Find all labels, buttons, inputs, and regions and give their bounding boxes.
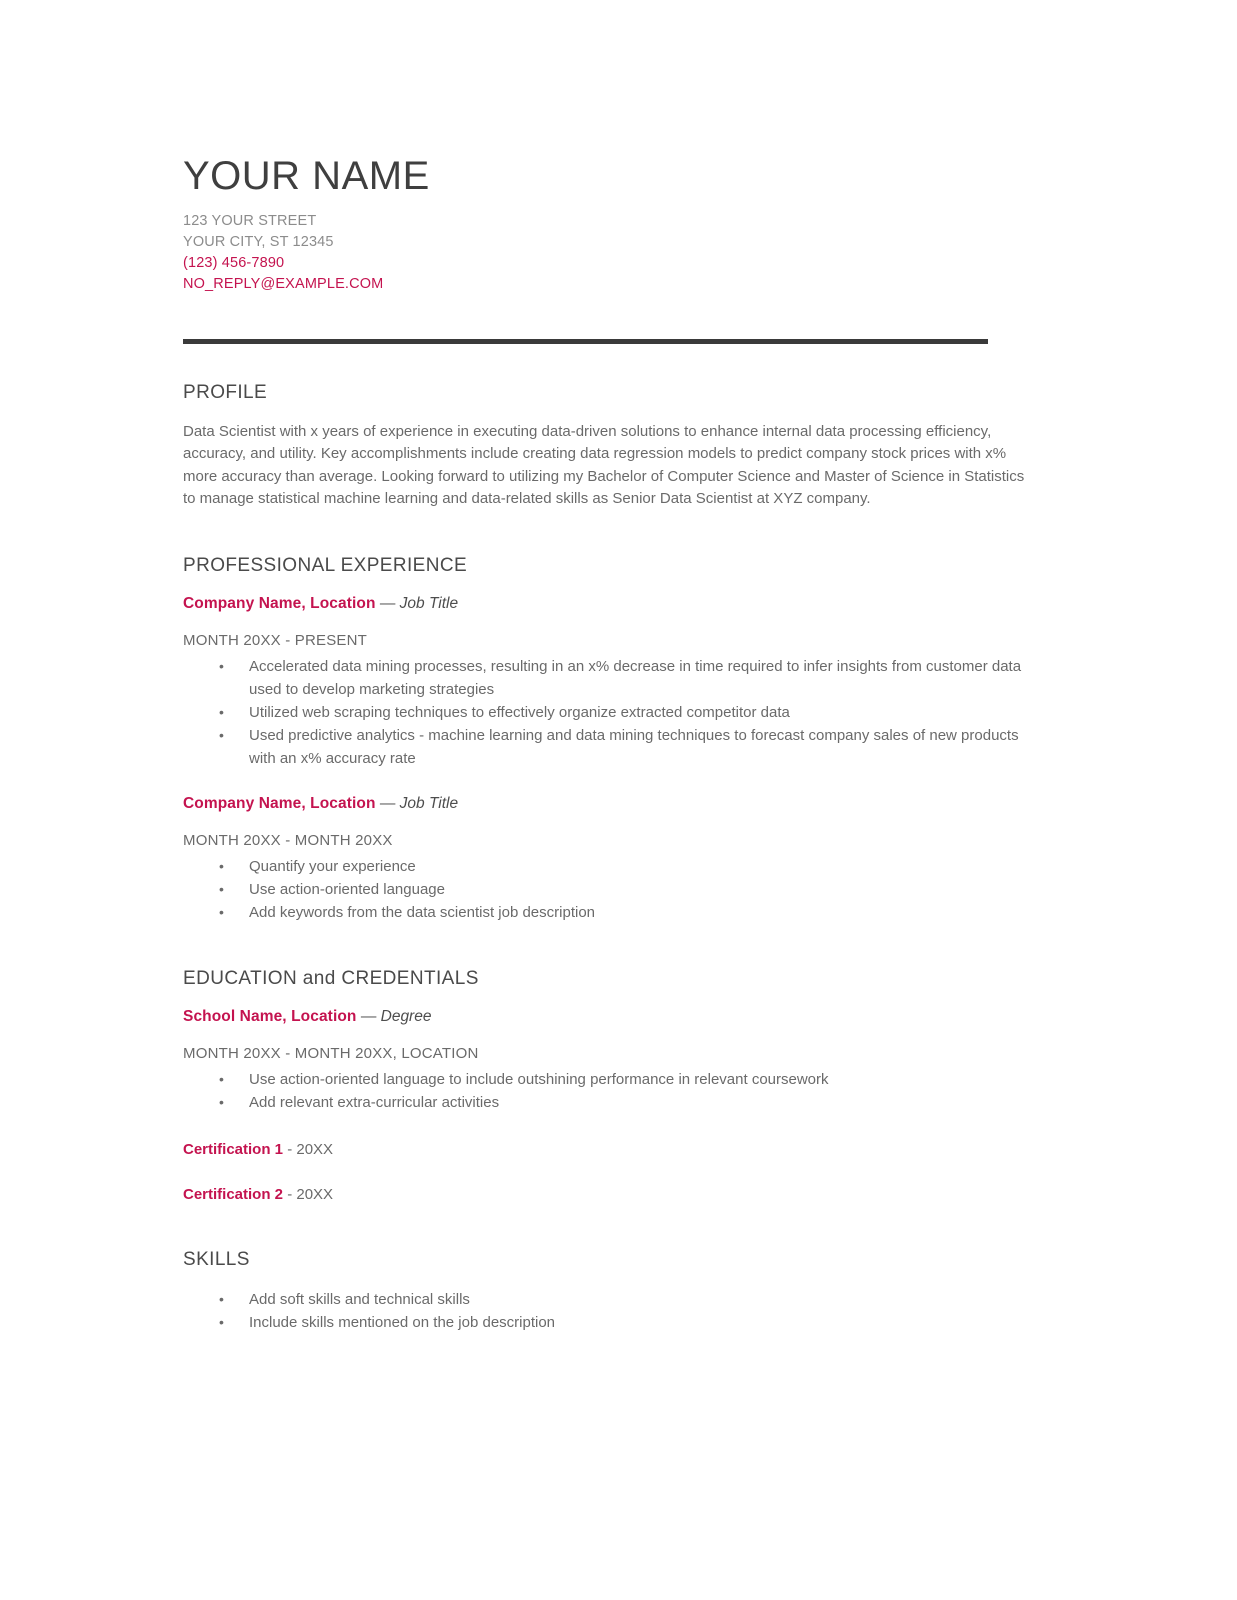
section-title-profile: PROFILE	[183, 382, 268, 403]
header-divider-rule	[183, 339, 988, 344]
experience-entry	[183, 794, 1025, 924]
experience-organization: Company Name, Location	[183, 794, 376, 812]
certification-name: Certification 2	[183, 1186, 284, 1204]
education-degree: Degree	[380, 1007, 432, 1025]
education-entry-heading	[183, 1007, 1025, 1027]
experience-entry	[183, 594, 1025, 770]
section-profile	[183, 382, 1025, 511]
section-title-skills: SKILLS	[183, 1248, 250, 1270]
section-professional-experience	[183, 555, 1025, 924]
experience-entry-heading	[183, 594, 1025, 614]
certification-item	[183, 1140, 1025, 1160]
skills-bullet-list	[183, 1288, 1025, 1334]
list-item: • Use action-oriented language to include outshining performance in relevant coursework	[183, 1068, 1025, 1091]
list-item: • Use action-oriented language	[183, 878, 1025, 901]
education-dates: MONTH 20XX - MONTH 20XX, LOCATION	[183, 1044, 479, 1062]
list-item: • Include skills mentioned on the job description	[183, 1311, 1025, 1334]
certification-item	[183, 1185, 1025, 1205]
list-item: • Quantify your experience	[183, 855, 1025, 878]
section-education-credentials	[183, 968, 1025, 1205]
contact-block	[183, 211, 1025, 295]
section-skills	[183, 1249, 1025, 1334]
certification-name: Certification 1	[183, 1140, 284, 1158]
experience-organization: Company Name, Location	[183, 594, 376, 612]
education-bullet-list	[183, 1068, 1025, 1114]
experience-separator: —	[379, 794, 396, 812]
contact-street: 123 YOUR STREET	[183, 213, 317, 229]
profile-summary-text: Data Scientist with x years of experience in executing data-driven solutions to enhance internal data processing efficiency, accuracy, and utility. Key accomplishments include creating data regression models to predict company stock prices with x% more accuracy than average. Looking forward to utilizing my Bachelor of Computer Science and Master of Science in Statistics to manage statistical machine learning and data-related skills as Senior Data Scientist at XYZ company.	[183, 422, 1025, 508]
list-item: • Accelerated data mining processes, resulting in an x% decrease in time required to infer insights from customer data used to develop marketing strategies	[183, 655, 1025, 701]
experience-separator: —	[379, 594, 396, 612]
certification-year: - 20XX	[283, 1186, 334, 1204]
list-item: • Add soft skills and technical skills	[183, 1288, 1025, 1311]
education-separator: —	[360, 1007, 377, 1025]
experience-bullet-list	[183, 855, 1025, 924]
list-item: • Utilized web scraping techniques to effectively organize extracted competitor data	[183, 701, 1025, 724]
experience-entry-heading	[183, 794, 1025, 814]
contact-phone[interactable]: (123) 456-7890	[183, 255, 285, 271]
experience-dates: MONTH 20XX - MONTH 20XX	[183, 831, 393, 849]
list-item: • Used predictive analytics - machine learning and data mining techniques to forecast company sales of new products with an x% accuracy rate	[183, 724, 1025, 770]
education-school-name: School Name, Location	[183, 1007, 357, 1025]
education-entry	[183, 1007, 1025, 1114]
candidate-name: YOUR NAME	[183, 154, 430, 198]
list-item: • Add keywords from the data scientist job description	[183, 901, 1025, 924]
contact-city-state-zip: YOUR CITY, ST 12345	[183, 234, 334, 250]
section-title-experience: PROFESSIONAL EXPERIENCE	[183, 554, 468, 576]
contact-email[interactable]: NO_REPLY@EXAMPLE.COM	[183, 276, 384, 292]
experience-dates: MONTH 20XX - PRESENT	[183, 631, 368, 649]
section-title-education: EDUCATION and CREDENTIALS	[183, 967, 479, 989]
experience-job-title: Job Title	[399, 794, 459, 812]
certification-year: - 20XX	[283, 1140, 334, 1158]
experience-job-title: Job Title	[399, 594, 459, 612]
resume-header	[183, 155, 1025, 295]
list-item: • Add relevant extra-curricular activities	[183, 1091, 1025, 1114]
experience-bullet-list	[183, 655, 1025, 770]
